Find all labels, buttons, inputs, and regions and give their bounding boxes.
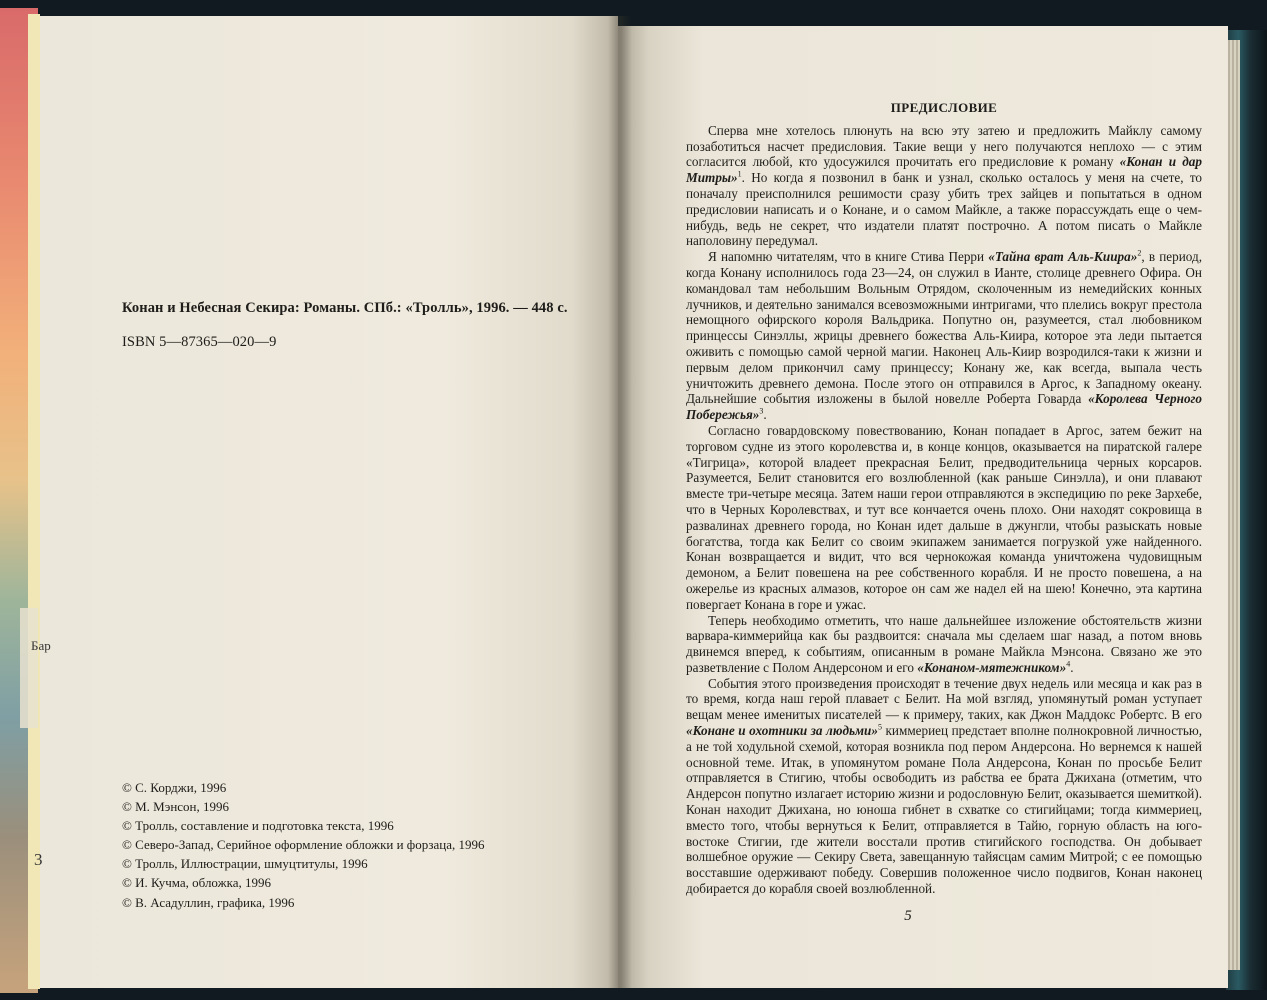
paragraph-text: . bbox=[763, 407, 767, 423]
footnote-marker: 4 bbox=[1066, 659, 1071, 669]
catalog-title-line: Конан и Небесная Секира: Романы. СПб.: «Тролль», 1996. — 448 с. bbox=[122, 300, 568, 316]
book-title: «Конане и охотники за людьми» bbox=[686, 723, 878, 739]
preface-paragraph bbox=[686, 613, 1202, 676]
preface-paragraph bbox=[686, 123, 1202, 249]
paragraph-text: . Но когда я позвонил в банк и узнал, сколько осталось у меня на счете, то поначалу преисполнился решимости сразу убить трех зайцев и попытаться в одном предисловии написать и о Конане, и о самом Майкле, а также порассуждать еще о чем-нибудь, ведь не секрет, что издатели платят построчно. А потом писать о Майкле наполовину передумал. bbox=[686, 170, 1202, 249]
preface-paragraph bbox=[686, 423, 1202, 613]
copyright-list bbox=[122, 778, 602, 912]
copyright-line: © И. Кучма, обложка, 1996 bbox=[122, 875, 271, 891]
paragraph-text: Согласно говардовскому повествованию, Конан попадает в Аргос, затем бежит на торговом судне из этого королевства и, в конце концов, оказывается на пиратской галере «Тигрица», которой владеет прекрасная Белит, предводительница черных корсаров. Разумеется, Белит становится его возлюбленной (как раньше Синэлла), и они плавают вместе три-четыре месяца. Затем наши герои отправляются в экспедицию по реке Зархебе, что в Черных Королевствах, и тут все кончается очень плохо. Они находят сокровища в развалинах древнего города, но Конан идет дальше в джунгли, чтобы разыскать новые богатства, тогда как Белит со своим экипажем занимается погрузкой уже найденного. Конан возвращается и видит, что вся чернокожая команда уничтожена чудовищным демоном, а Белит повешена на рее собственного корабля. И не просто повешена, а на ожерелье из красных алмазов, которое он сам же надел ей на шею! Конечно, эта картина повергает Конана в горе и ужас. bbox=[686, 422, 1202, 612]
page-block-edge-right bbox=[1226, 40, 1240, 970]
copyright-line: © В. Асадуллин, графика, 1996 bbox=[122, 894, 295, 910]
book-title: «Конан и дар Митры» bbox=[686, 154, 1202, 186]
copyright-line: © Тролль, Иллюстрации, шмуцтитулы, 1996 bbox=[122, 856, 368, 872]
book-title: «Тайна врат Аль-Киира» bbox=[988, 249, 1138, 265]
footnote-marker: 3 bbox=[759, 406, 764, 416]
preface-paragraph bbox=[686, 249, 1202, 423]
paragraph-text: Сперва мне хотелось плюнуть на всю эту затею и предложить Майклу самому позаботиться насчет предисловия. Такие вещи у него получаются неплохо — с этим согласится любой, кто удосужился прочитать его предисловие к роману bbox=[686, 122, 1202, 170]
footnote-marker: 1 bbox=[737, 169, 742, 179]
paragraph-text: События этого произведения происходят в течение двух недель или месяца и как раз в то время, когда наш герой плавает с Белит. На мой взгляд, упомянутый роман уступает вещам менее именитых писателей — к примеру, таких, как Джон Маддокс Робертс. В его bbox=[686, 675, 1202, 723]
footnote-marker: 2 bbox=[1137, 248, 1142, 258]
paragraph-text: Теперь необходимо отметить, что наше дальнейшее изложение обстоятельств жизни варвара-киммерийца как бы раздвоится: сначала мы сделаем шаг назад, а потом вновь двинемся вперед, к событиям, описанным в романе Майкла Мэнсона. Связано же это разветвление с Полом Андерсоном и его bbox=[686, 612, 1202, 675]
copyright-line: © С. Корджи, 1996 bbox=[122, 780, 227, 795]
page-block-edge-left bbox=[28, 14, 40, 989]
paragraph-text: . bbox=[1070, 659, 1074, 675]
previous-page-strip bbox=[20, 608, 38, 728]
book-title: «Конаном-мятежником» bbox=[917, 659, 1067, 675]
edge-mark-number: 3 bbox=[34, 850, 43, 869]
edge-mark-text: Бар bbox=[31, 638, 51, 653]
book-title: «Королева Черного Побережья» bbox=[686, 391, 1202, 423]
paragraph-text: киммериец предстает вполне полнокровной личностью, а не той ходульной схемой, которая возникла под пером Андерсона. Но вернемся к нашей основной теме. Итак, в упомянутом романе Пола Андерсона, Конан по просьбе Белит отправляется в Стигию, чтобы освободить из рабства ее брата Джихана (отметим, что Андерсон попутно излагает историю жизни и родословную Белит, оказывается шемиткой). Конан находит Джихана, но юноша гибнет в схватке со стигийцами; тогда киммериец, вместо того, чтобы вернуться к Белит, отправляется в Тайю, горную область на юго-востоке Стигии, где жители восстали против стигийского господства. Он добывает волшебное оружие — Секиру Света, завещанную тайясцам самим Митрой; с ее помощью восставшие одерживают победу. Совершив положенное число подвигов, Конан наконец добирается до корабля своей возлюбленной. bbox=[686, 723, 1202, 897]
copyright-line: © Тролль, составление и подготовка текста, 1996 bbox=[122, 818, 394, 834]
isbn: ISBN 5—87365—020—9 bbox=[122, 334, 277, 350]
preface-paragraph bbox=[686, 676, 1202, 897]
footnote-marker: 5 bbox=[877, 722, 882, 732]
preface-body bbox=[686, 100, 1202, 897]
paragraph-text: , в период, когда Конану исполнилось года 23—24, он служил в Ианте, столице древнего Офира. Он командовал там небольшим Вольным Отрядом, сколоченным из немедийских конных лучников, и деятельно занимался всевозможными интригами, что плелись вокруг престола немощного офирского короля Вальдрика. Попутно он, разумеется, стал любовником принцессы Синэллы, жрицы древнего божества Аль-Киира, которое эта леди пытается оживить с помощью самой черной магии. Наконец Аль-Киир возродился-таки к жизни и первым делом прикончил саму принцессу; Конану же, как всегда, выпала честь уничтожить древнего демона. После этого он отправился в Аргос, к Западному океану. Дальнейшие события изложены в былой новелле Роберта Говарда bbox=[686, 249, 1203, 407]
book-gutter bbox=[608, 16, 632, 988]
preface-heading: ПРЕДИСЛОВИЕ bbox=[890, 100, 998, 115]
paragraph-text: Я напомню читателям, что в книге Стива Перри bbox=[708, 249, 989, 265]
copyright-line: © Северо-Запад, Серийное оформление обложки и форзаца, 1996 bbox=[122, 837, 485, 853]
catalog-record bbox=[122, 300, 592, 351]
page-number: 5 bbox=[904, 908, 912, 924]
copyright-line: © М. Мэнсон, 1996 bbox=[122, 799, 230, 815]
